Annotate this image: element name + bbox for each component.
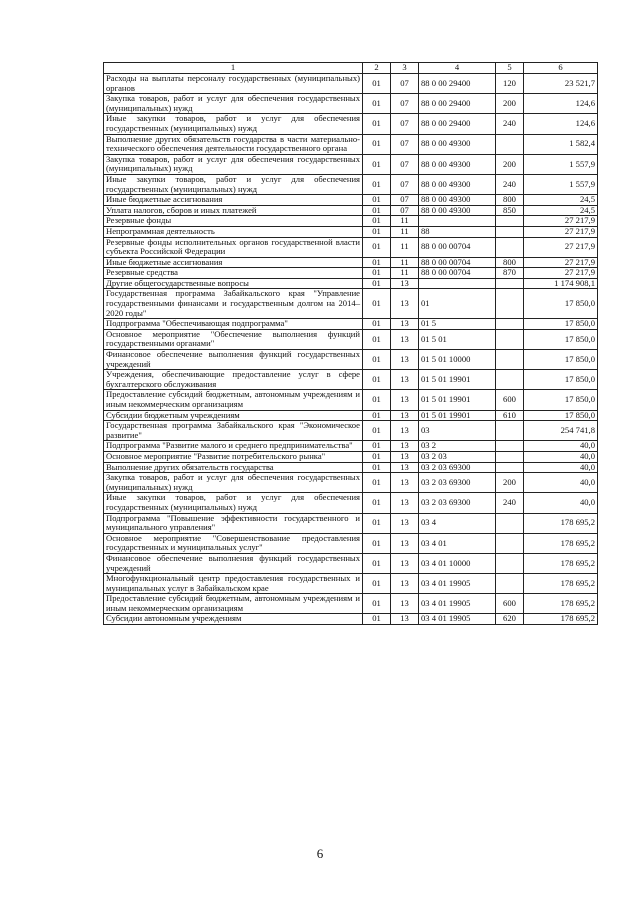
- cell-subsection: 11: [391, 257, 419, 268]
- cell-amount: 27 217,9: [524, 237, 598, 257]
- cell-target-article: 88 0 00 49300: [419, 174, 496, 194]
- cell-amount: 24,5: [524, 205, 598, 216]
- cell-subsection: 07: [391, 74, 419, 94]
- table-header-row: [104, 63, 598, 74]
- cell-amount: 23 521,7: [524, 74, 598, 94]
- cell-target-article: 01 5 01 19901: [419, 410, 496, 421]
- table-row: [104, 441, 598, 452]
- cell-name: Иные закупки товаров, работ и услуг для обеспечения государственных (муниципальных) нужд: [104, 493, 363, 513]
- cell-subsection: 13: [391, 614, 419, 625]
- table-row: [104, 421, 598, 441]
- page-number: 6: [316, 846, 324, 861]
- cell-name: Выполнение других обязательств государства в части материально-технического обеспечения деятельности государственного органа: [104, 134, 363, 154]
- cell-target-article: 03 4 01 19905: [419, 574, 496, 594]
- cell-amount: 178 695,2: [524, 513, 598, 533]
- cell-expense-type: 800: [496, 195, 524, 206]
- cell-name: Иные бюджетные ассигнования: [104, 195, 363, 206]
- table-row: [104, 257, 598, 268]
- table-row: [104, 154, 598, 174]
- header-col-3: 3: [391, 63, 419, 74]
- cell-expense-type: [496, 289, 524, 319]
- cell-name: Государственная программа Забайкальского края "Экономическое развитие": [104, 421, 363, 441]
- cell-amount: 40,0: [524, 473, 598, 493]
- cell-expense-type: 120: [496, 74, 524, 94]
- cell-expense-type: 200: [496, 154, 524, 174]
- cell-target-article: 88 0 00 49300: [419, 195, 496, 206]
- cell-name: Закупка товаров, работ и услуг для обеспечения государственных (муниципальных) нужд: [104, 94, 363, 114]
- cell-section: 01: [363, 421, 391, 441]
- cell-section: 01: [363, 473, 391, 493]
- cell-expense-type: 240: [496, 493, 524, 513]
- cell-name: Иные бюджетные ассигнования: [104, 257, 363, 268]
- header-col-2: 2: [363, 63, 391, 74]
- cell-amount: 1 582,4: [524, 134, 598, 154]
- cell-target-article: 03 4 01 19905: [419, 594, 496, 614]
- cell-expense-type: 240: [496, 114, 524, 134]
- cell-subsection: 13: [391, 289, 419, 319]
- cell-target-article: 01 5: [419, 319, 496, 330]
- table-row: [104, 451, 598, 462]
- cell-target-article: [419, 216, 496, 227]
- table-row: [104, 114, 598, 134]
- cell-subsection: 13: [391, 462, 419, 473]
- cell-amount: 178 695,2: [524, 574, 598, 594]
- cell-expense-type: 240: [496, 174, 524, 194]
- cell-target-article: 03 2 03 69300: [419, 473, 496, 493]
- cell-amount: 254 741,8: [524, 421, 598, 441]
- cell-amount: 40,0: [524, 493, 598, 513]
- table-row: [104, 195, 598, 206]
- cell-subsection: 13: [391, 410, 419, 421]
- cell-name: Выполнение других обязательств государства: [104, 462, 363, 473]
- cell-subsection: 07: [391, 154, 419, 174]
- cell-expense-type: [496, 451, 524, 462]
- cell-name: Предоставление субсидий бюджетным, автономным учреждениям и иным некоммерческим организациям: [104, 594, 363, 614]
- table-row: [104, 533, 598, 553]
- cell-section: 01: [363, 154, 391, 174]
- cell-amount: 27 217,9: [524, 268, 598, 279]
- cell-name: Резервные фонды исполнительных органов государственной власти субъекта Российской Федерации: [104, 237, 363, 257]
- cell-expense-type: [496, 134, 524, 154]
- cell-subsection: 13: [391, 421, 419, 441]
- cell-section: 01: [363, 226, 391, 237]
- cell-expense-type: [496, 278, 524, 289]
- table-row: [104, 350, 598, 370]
- cell-section: 01: [363, 553, 391, 573]
- cell-section: 01: [363, 278, 391, 289]
- cell-target-article: 88 0 00 00704: [419, 257, 496, 268]
- cell-name: Основное мероприятие "Развитие потребительского рынка": [104, 451, 363, 462]
- cell-amount: 24,5: [524, 195, 598, 206]
- cell-name: Многофункциональный центр предоставления государственных и муниципальных услуг в Забайкальском крае: [104, 574, 363, 594]
- table-row: [104, 614, 598, 625]
- cell-section: 01: [363, 74, 391, 94]
- cell-section: 01: [363, 370, 391, 390]
- table-body: [104, 74, 598, 625]
- table-row: [104, 513, 598, 533]
- cell-name: Подпрограмма "Повышение эффективности государственного и муниципального управления": [104, 513, 363, 533]
- cell-expense-type: 610: [496, 410, 524, 421]
- table-row: [104, 473, 598, 493]
- cell-target-article: 01 5 01 19901: [419, 390, 496, 410]
- cell-target-article: 88 0 00 49300: [419, 134, 496, 154]
- cell-subsection: 07: [391, 174, 419, 194]
- cell-target-article: 88 0 00 29400: [419, 114, 496, 134]
- cell-expense-type: 800: [496, 257, 524, 268]
- cell-target-article: 03 4 01: [419, 533, 496, 553]
- table-row: [104, 574, 598, 594]
- cell-name: Иные закупки товаров, работ и услуг для обеспечения государственных (муниципальных) нужд: [104, 114, 363, 134]
- cell-section: 01: [363, 574, 391, 594]
- table-row: [104, 268, 598, 279]
- cell-target-article: 01 5 01 10000: [419, 350, 496, 370]
- cell-target-article: 03 2 03 69300: [419, 462, 496, 473]
- cell-subsection: 07: [391, 94, 419, 114]
- cell-subsection: 13: [391, 441, 419, 452]
- cell-section: 01: [363, 134, 391, 154]
- cell-section: 01: [363, 174, 391, 194]
- cell-subsection: 07: [391, 195, 419, 206]
- cell-target-article: 88 0 00 49300: [419, 154, 496, 174]
- header-col-6: 6: [524, 63, 598, 74]
- cell-amount: 178 695,2: [524, 553, 598, 573]
- cell-section: 01: [363, 195, 391, 206]
- table-row: [104, 134, 598, 154]
- cell-amount: 17 850,0: [524, 319, 598, 330]
- budget-table: [103, 62, 598, 625]
- table-row: [104, 319, 598, 330]
- cell-name: Предоставление субсидий бюджетным, автономным учреждениям и иным некоммерческим организациям: [104, 390, 363, 410]
- table-row: [104, 390, 598, 410]
- cell-amount: 178 695,2: [524, 594, 598, 614]
- cell-amount: 27 217,9: [524, 226, 598, 237]
- cell-section: 01: [363, 410, 391, 421]
- cell-target-article: 03 2 03: [419, 451, 496, 462]
- cell-subsection: 13: [391, 553, 419, 573]
- cell-amount: 124,6: [524, 114, 598, 134]
- table-row: [104, 462, 598, 473]
- cell-target-article: 01 5 01: [419, 329, 496, 349]
- cell-target-article: [419, 278, 496, 289]
- cell-amount: 124,6: [524, 94, 598, 114]
- table-row: [104, 370, 598, 390]
- cell-name: Основное мероприятие "Обеспечение выполнения функций государственными органами": [104, 329, 363, 349]
- header-col-5: 5: [496, 63, 524, 74]
- table-row: [104, 216, 598, 227]
- cell-section: 01: [363, 350, 391, 370]
- cell-subsection: 13: [391, 278, 419, 289]
- cell-amount: 40,0: [524, 451, 598, 462]
- cell-name: Финансовое обеспечение выполнения функций государственных учреждений: [104, 553, 363, 573]
- cell-subsection: 13: [391, 390, 419, 410]
- table-row: [104, 74, 598, 94]
- cell-amount: 17 850,0: [524, 390, 598, 410]
- cell-amount: 17 850,0: [524, 410, 598, 421]
- cell-target-article: 88: [419, 226, 496, 237]
- cell-section: 01: [363, 268, 391, 279]
- table-row: [104, 174, 598, 194]
- cell-subsection: 13: [391, 594, 419, 614]
- cell-section: 01: [363, 114, 391, 134]
- cell-amount: 17 850,0: [524, 350, 598, 370]
- cell-subsection: 13: [391, 451, 419, 462]
- cell-name: Уплата налогов, сборов и иных платежей: [104, 205, 363, 216]
- table-row: [104, 237, 598, 257]
- cell-section: 01: [363, 94, 391, 114]
- cell-name: Расходы на выплаты персоналу государственных (муниципальных) органов: [104, 74, 363, 94]
- cell-target-article: 03: [419, 421, 496, 441]
- cell-expense-type: 850: [496, 205, 524, 216]
- cell-target-article: 01 5 01 19901: [419, 370, 496, 390]
- cell-name: Непрограммная деятельность: [104, 226, 363, 237]
- cell-amount: 178 695,2: [524, 533, 598, 553]
- cell-name: Государственная программа Забайкальского края "Управление государственными финансами и государственным долгом на 2014–2020 годы": [104, 289, 363, 319]
- cell-target-article: 01: [419, 289, 496, 319]
- cell-target-article: 88 0 00 00704: [419, 237, 496, 257]
- cell-expense-type: [496, 350, 524, 370]
- table-row: [104, 289, 598, 319]
- cell-subsection: 13: [391, 350, 419, 370]
- cell-subsection: 13: [391, 493, 419, 513]
- cell-expense-type: [496, 462, 524, 473]
- cell-expense-type: [496, 319, 524, 330]
- cell-name: Субсидии автономным учреждениям: [104, 614, 363, 625]
- table-row: [104, 594, 598, 614]
- cell-expense-type: [496, 329, 524, 349]
- cell-section: 01: [363, 205, 391, 216]
- cell-name: Другие общегосударственные вопросы: [104, 278, 363, 289]
- cell-target-article: 03 2: [419, 441, 496, 452]
- cell-section: 01: [363, 319, 391, 330]
- cell-section: 01: [363, 257, 391, 268]
- cell-expense-type: 200: [496, 473, 524, 493]
- cell-amount: 1 557,9: [524, 154, 598, 174]
- cell-expense-type: 600: [496, 594, 524, 614]
- cell-subsection: 07: [391, 134, 419, 154]
- cell-subsection: 13: [391, 370, 419, 390]
- cell-expense-type: [496, 441, 524, 452]
- cell-expense-type: [496, 216, 524, 227]
- cell-amount: 17 850,0: [524, 329, 598, 349]
- cell-section: 01: [363, 216, 391, 227]
- table-row: [104, 226, 598, 237]
- cell-expense-type: 200: [496, 94, 524, 114]
- cell-expense-type: [496, 370, 524, 390]
- cell-target-article: 88 0 00 29400: [419, 74, 496, 94]
- cell-section: 01: [363, 390, 391, 410]
- cell-amount: 1 174 908,1: [524, 278, 598, 289]
- cell-expense-type: [496, 237, 524, 257]
- cell-section: 01: [363, 441, 391, 452]
- cell-subsection: 11: [391, 226, 419, 237]
- cell-name: Учреждения, обеспечивающие предоставление услуг в сфере бухгалтерского обслуживания: [104, 370, 363, 390]
- cell-amount: 17 850,0: [524, 370, 598, 390]
- cell-subsection: 13: [391, 319, 419, 330]
- cell-name: Финансовое обеспечение выполнения функций государственных учреждений: [104, 350, 363, 370]
- header-col-4: 4: [419, 63, 496, 74]
- cell-section: 01: [363, 289, 391, 319]
- cell-section: 01: [363, 329, 391, 349]
- cell-expense-type: [496, 513, 524, 533]
- cell-subsection: 13: [391, 329, 419, 349]
- cell-target-article: 03 4 01 10000: [419, 553, 496, 573]
- cell-subsection: 13: [391, 513, 419, 533]
- cell-name: Иные закупки товаров, работ и услуг для обеспечения государственных (муниципальных) нужд: [104, 174, 363, 194]
- cell-subsection: 11: [391, 216, 419, 227]
- cell-subsection: 07: [391, 114, 419, 134]
- cell-section: 01: [363, 462, 391, 473]
- cell-subsection: 11: [391, 268, 419, 279]
- cell-amount: 40,0: [524, 441, 598, 452]
- cell-name: Резервные средства: [104, 268, 363, 279]
- cell-section: 01: [363, 533, 391, 553]
- cell-subsection: 11: [391, 237, 419, 257]
- cell-section: 01: [363, 493, 391, 513]
- cell-amount: 40,0: [524, 462, 598, 473]
- table-row: [104, 410, 598, 421]
- cell-expense-type: [496, 574, 524, 594]
- cell-expense-type: [496, 226, 524, 237]
- cell-section: 01: [363, 614, 391, 625]
- cell-target-article: 88 0 00 49300: [419, 205, 496, 216]
- cell-name: Резервные фонды: [104, 216, 363, 227]
- table-row: [104, 329, 598, 349]
- cell-subsection: 13: [391, 473, 419, 493]
- cell-subsection: 07: [391, 205, 419, 216]
- table-row: [104, 493, 598, 513]
- cell-section: 01: [363, 237, 391, 257]
- cell-name: Субсидии бюджетным учреждениям: [104, 410, 363, 421]
- cell-subsection: 13: [391, 574, 419, 594]
- cell-name: Основное мероприятие "Совершенствование предоставления государственных и муниципальных услуг": [104, 533, 363, 553]
- table-row: [104, 94, 598, 114]
- cell-expense-type: [496, 553, 524, 573]
- cell-target-article: 03 2 03 69300: [419, 493, 496, 513]
- table-row: [104, 553, 598, 573]
- cell-target-article: 03 4 01 19905: [419, 614, 496, 625]
- cell-amount: 178 695,2: [524, 614, 598, 625]
- cell-amount: 27 217,9: [524, 216, 598, 227]
- cell-section: 01: [363, 451, 391, 462]
- cell-name: Подпрограмма "Развитие малого и среднего предпринимательства": [104, 441, 363, 452]
- cell-expense-type: [496, 421, 524, 441]
- cell-name: Закупка товаров, работ и услуг для обеспечения государственных (муниципальных) нужд: [104, 473, 363, 493]
- cell-section: 01: [363, 513, 391, 533]
- cell-amount: 17 850,0: [524, 289, 598, 319]
- cell-target-article: 88 0 00 29400: [419, 94, 496, 114]
- cell-expense-type: 600: [496, 390, 524, 410]
- header-col-1: 1: [104, 63, 363, 74]
- cell-expense-type: [496, 533, 524, 553]
- cell-target-article: 03 4: [419, 513, 496, 533]
- cell-subsection: 13: [391, 533, 419, 553]
- cell-name: Подпрограмма "Обеспечивающая подпрограмма": [104, 319, 363, 330]
- table-row: [104, 205, 598, 216]
- cell-expense-type: 870: [496, 268, 524, 279]
- table-row: [104, 278, 598, 289]
- cell-target-article: 88 0 00 00704: [419, 268, 496, 279]
- cell-name: Закупка товаров, работ и услуг для обеспечения государственных (муниципальных) нужд: [104, 154, 363, 174]
- cell-expense-type: 620: [496, 614, 524, 625]
- cell-amount: 27 217,9: [524, 257, 598, 268]
- cell-amount: 1 557,9: [524, 174, 598, 194]
- cell-section: 01: [363, 594, 391, 614]
